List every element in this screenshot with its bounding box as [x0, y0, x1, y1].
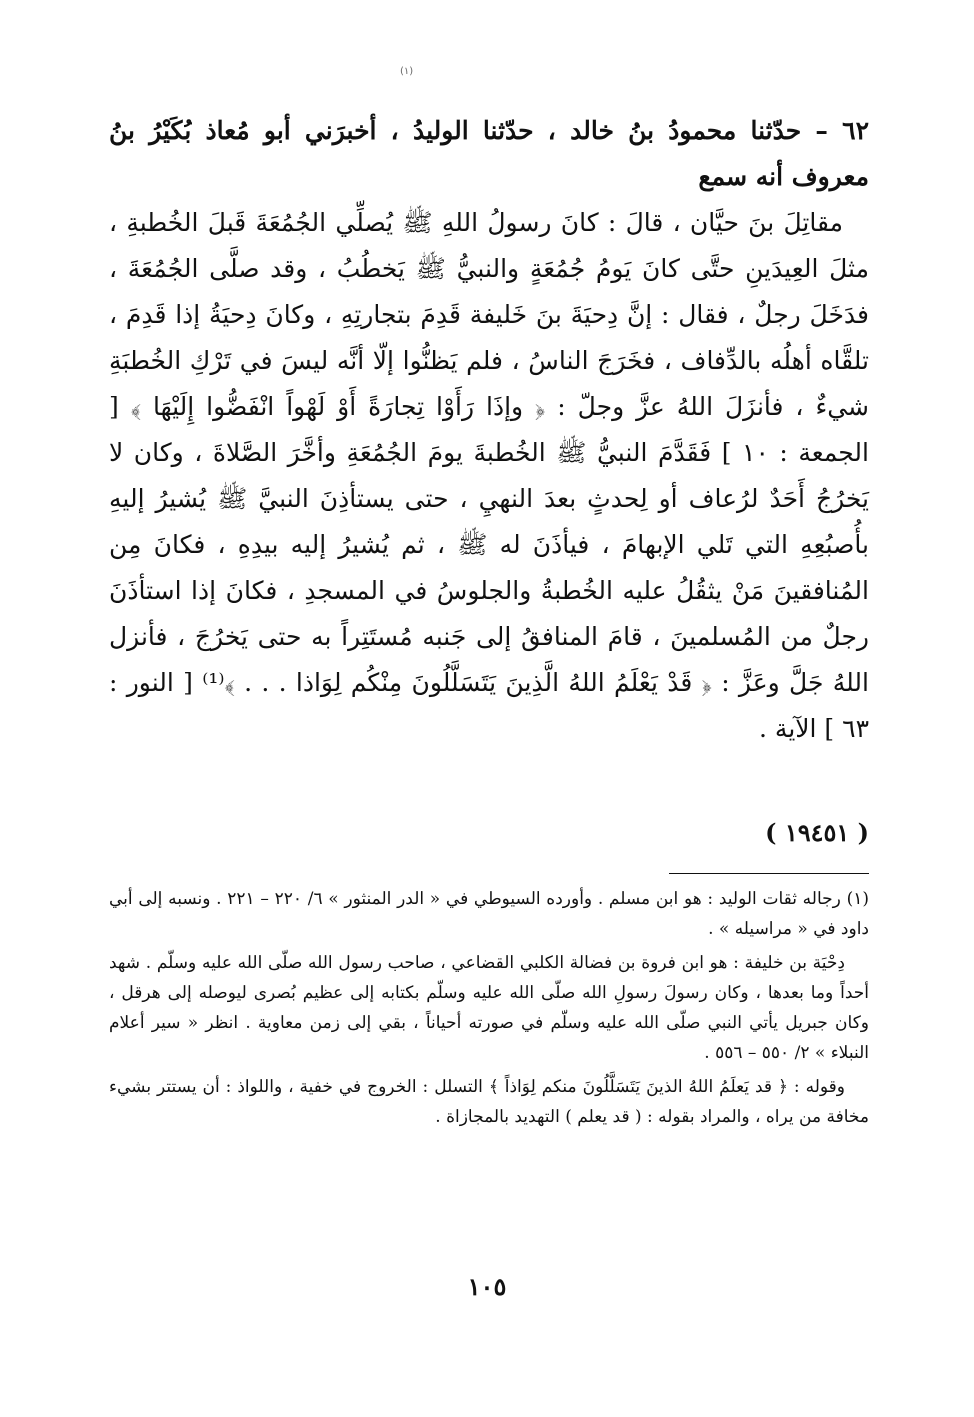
footnote-1: (١) رجاله ثقات الوليد : هو ابن مسلم . وأورده السيوطي في « الدر المنثور » ٦/ ٢٢٠ – ٢٢١ . ونسبه إلى أبي داود في « مراسيله » . — [109, 889, 869, 939]
page-number: ١٠٥ — [467, 1272, 507, 1301]
hadith-matn: مقاتِلَ بنَ حيَّان ، قالَ : كانَ رسولُ اللهِ ﷺ يُصلِّي الجُمُعَةَ قَبلَ الخُطبةِ ، مثلَ العِيدَينِ حتَّى كانَ يَومُ جُمُعَةٍ والنبيُّ ﷺ يَخطُبُ ، وقد صلَّى الجُمُعَةَ ، فدَخَلَ رجلٌ ، فقال : إنَّ دِحيَةَ بنَ خَليفة قَدِمَ بتجارتِهِ ، وكانَ دِحيَةُ إذا قَدِمَ ، تلقَّاه أهلُه بالدِّفاف ، فخَرَجَ الناسُ ، فلم يَظنُّوا إلّا أنَّه ليسَ في تَرْكِ الخُطبَةِ شيءٌ ، فأنزَلَ اللهُ عزَّ وجلّ : ﴿ وإذَا رَأَوْا تِجارَةً أَوْ لَهْواً انْفَضُّوا إِلَيْهَا ﴾ [ الجمعة : ١٠ ] فَقَدَّمَ النبيُّ ﷺ الخُطبةَ يومَ الجُمُعَةِ وأخَّرَ الصَّلاةَ ، وكان لا يَخرُجُ أَحَدٌ لرُعاف أو لِحدثٍ بعدَ النهيِ ، حتى يستأذِنَ النبيَّ ﷺ يُشيرُ إليهِ بأُصبُعِهِ التي تَلي الإبهامَ ، فيأذَنَ له ﷺ ، ثم يُشيرُ إليه بيدِهِ ، فكانَ مِن المُنافقينَ مَنْ يثقُلُ عليه الخُطبةُ والجلوسُ في المسجدِ ، فكانَ إذا استأذَنَ رجلٌ من المُسلمينَ ، قامَ المنافقُ إلى جَنبه مُستَتِراً به حتى يَخرُجَ ، فأنزل اللهُ جَلَّ وعَزَّ : ﴿ قَدْ يَعْلَمُ اللهُ الَّذِينَ يَتَسَلَّلُونَ مِنْكُم لِوَاذا . . . ﴾⁽¹⁾ [ النور : ٦٣ ] الآية . — [109, 208, 869, 743]
hadith-body — [109, 108, 869, 752]
footnote-tafsir: وقوله : ﴿ قد يَعلَمُ اللهُ الذينَ يَتَسَلَّلُونَ منكم لِوَاذاً ﴾ التسلل : الخروج في خفية ، واللواذ : أن يستتر بشيء مخافة من يراه ، والمراد بقوله : ( قد يعلم ) التهديد بالمجازاة . — [109, 1077, 869, 1127]
top-margin-mark: (١) — [400, 66, 414, 77]
hadith-isnad: ٦٢ – حدّثنا محمودُ بنُ خالد ، حدّثنا الوليدُ ، أخبرَني أبو مُعاذ بُكَيْرُ بنُ معروف أنه سمع — [109, 116, 869, 191]
footnote-dihya: دِحْيَة بن خليفة : هو ابن فروة بن فضالة الكلبي القضاعي ، صاحب رسول الله صلّى الله عليه وسلّم . شهد أحداً وما بعدها ، وكان رسولَ رسولِ الله صلّى الله عليه وسلّم بكتابه إلى عظيم بُصرى ليوصله إلى هرقل ، وكان جبريل يأتي النبي صلّى الله عليه وسلّم في صورته أحياناً ، بقي إلى زمن معاوية . انظر « سير أعلام النبلاء » ٢/ ٥٥٠ – ٥٥٦ . — [109, 953, 869, 1063]
hadith-reference-number: ( ١٩٤٥١ ) — [765, 818, 869, 847]
footnote-divider — [669, 873, 869, 874]
footnotes — [109, 884, 869, 1136]
